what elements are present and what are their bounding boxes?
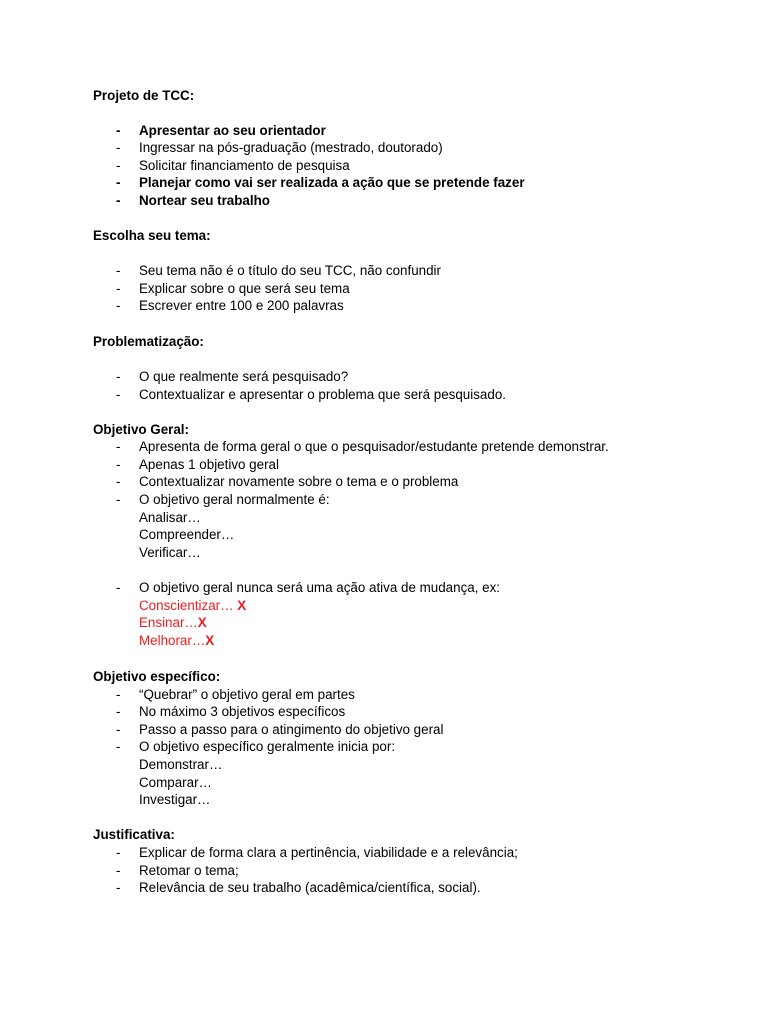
bullet-dash: - <box>116 457 121 472</box>
bullet-dash: - <box>116 193 121 208</box>
list-item-text: Passo a passo para o atingimento do objetivo geral <box>139 722 444 737</box>
bullet-dash: - <box>116 845 121 860</box>
list-item-text: Relevância de seu trabalho (acadêmica/científica, social). <box>139 880 481 895</box>
wrong-mark: X <box>197 615 207 630</box>
list-item-text: Planejar como vai ser realizada a ação que se pretende fazer <box>139 175 525 190</box>
bullet-dash: - <box>116 387 121 402</box>
bullet-dash: - <box>116 880 121 895</box>
list-item-text: Apenas 1 objetivo geral <box>139 457 279 472</box>
bullet-dash: - <box>116 687 121 702</box>
example-line: Demonstrar… <box>139 757 223 772</box>
list-item-text: O objetivo geral nunca será uma ação ativa de mudança, ex: <box>139 580 501 595</box>
bullet-dash: - <box>116 140 121 155</box>
list-item-text: O objetivo geral normalmente é: <box>139 492 330 507</box>
bullet-dash: - <box>116 492 121 507</box>
wrong-example-line <box>139 597 246 615</box>
bullet-dash: - <box>116 263 121 278</box>
section-heading-objetivo-geral: Objetivo Geral: <box>93 422 189 437</box>
wrong-example-text: Conscientizar… <box>139 598 238 613</box>
example-line: Compreender… <box>139 527 235 542</box>
list-item-text: O objetivo específico geralmente inicia por: <box>139 739 396 754</box>
bullet-dash: - <box>116 158 121 173</box>
list-item-text: Solicitar financiamento de pesquisa <box>139 158 350 173</box>
list-item-text: Explicar de forma clara a pertinência, viabilidade e a relevância; <box>139 845 518 860</box>
wrong-mark: X <box>237 598 247 613</box>
section-heading-justificativa: Justificativa: <box>93 827 175 842</box>
section-heading-projeto: Projeto de TCC: <box>93 88 195 103</box>
list-item-text: Apresenta de forma geral o que o pesquisador/estudante pretende demonstrar. <box>139 439 609 454</box>
example-line: Comparar… <box>139 775 212 790</box>
list-item-text: Seu tema não é o título do seu TCC, não confundir <box>139 263 441 278</box>
list-item-text: Escrever entre 100 e 200 palavras <box>139 298 344 313</box>
list-item-text: Apresentar ao seu orientador <box>139 123 326 138</box>
example-line: Investigar… <box>139 792 211 807</box>
list-item-text: Retomar o tema; <box>139 863 239 878</box>
wrong-example-line <box>139 632 214 650</box>
bullet-dash: - <box>116 474 121 489</box>
bullet-dash: - <box>116 123 121 138</box>
bullet-dash: - <box>116 739 121 754</box>
list-item-text: O que realmente será pesquisado? <box>139 369 349 384</box>
example-line: Verificar… <box>139 545 201 560</box>
section-heading-tema: Escolha seu tema: <box>93 228 211 243</box>
list-item-text: Contextualizar novamente sobre o tema e o problema <box>139 474 459 489</box>
list-item-text: Contextualizar e apresentar o problema que será pesquisado. <box>139 387 506 402</box>
section-heading-objetivo-especifico: Objetivo específico: <box>93 669 221 684</box>
list-item-text: Explicar sobre o que será seu tema <box>139 281 350 296</box>
bullet-dash: - <box>116 439 121 454</box>
list-item-text: Nortear seu trabalho <box>139 193 270 208</box>
list-item-text: Ingressar na pós-graduação (mestrado, doutorado) <box>139 140 443 155</box>
bullet-dash: - <box>116 863 121 878</box>
list-item-text: No máximo 3 objetivos específicos <box>139 704 346 719</box>
bullet-dash: - <box>116 369 121 384</box>
wrong-mark: X <box>205 633 215 648</box>
section-heading-problematizacao: Problematização: <box>93 334 204 349</box>
wrong-example-line <box>139 614 207 632</box>
bullet-dash: - <box>116 722 121 737</box>
bullet-dash: - <box>116 580 121 595</box>
bullet-dash: - <box>116 281 121 296</box>
wrong-example-text: Melhorar… <box>139 633 206 648</box>
example-line: Analisar… <box>139 510 201 525</box>
list-item-text: “Quebrar” o objetivo geral em partes <box>139 687 355 702</box>
bullet-dash: - <box>116 704 121 719</box>
bullet-dash: - <box>116 175 121 190</box>
wrong-example-text: Ensinar… <box>139 615 198 630</box>
bullet-dash: - <box>116 298 121 313</box>
